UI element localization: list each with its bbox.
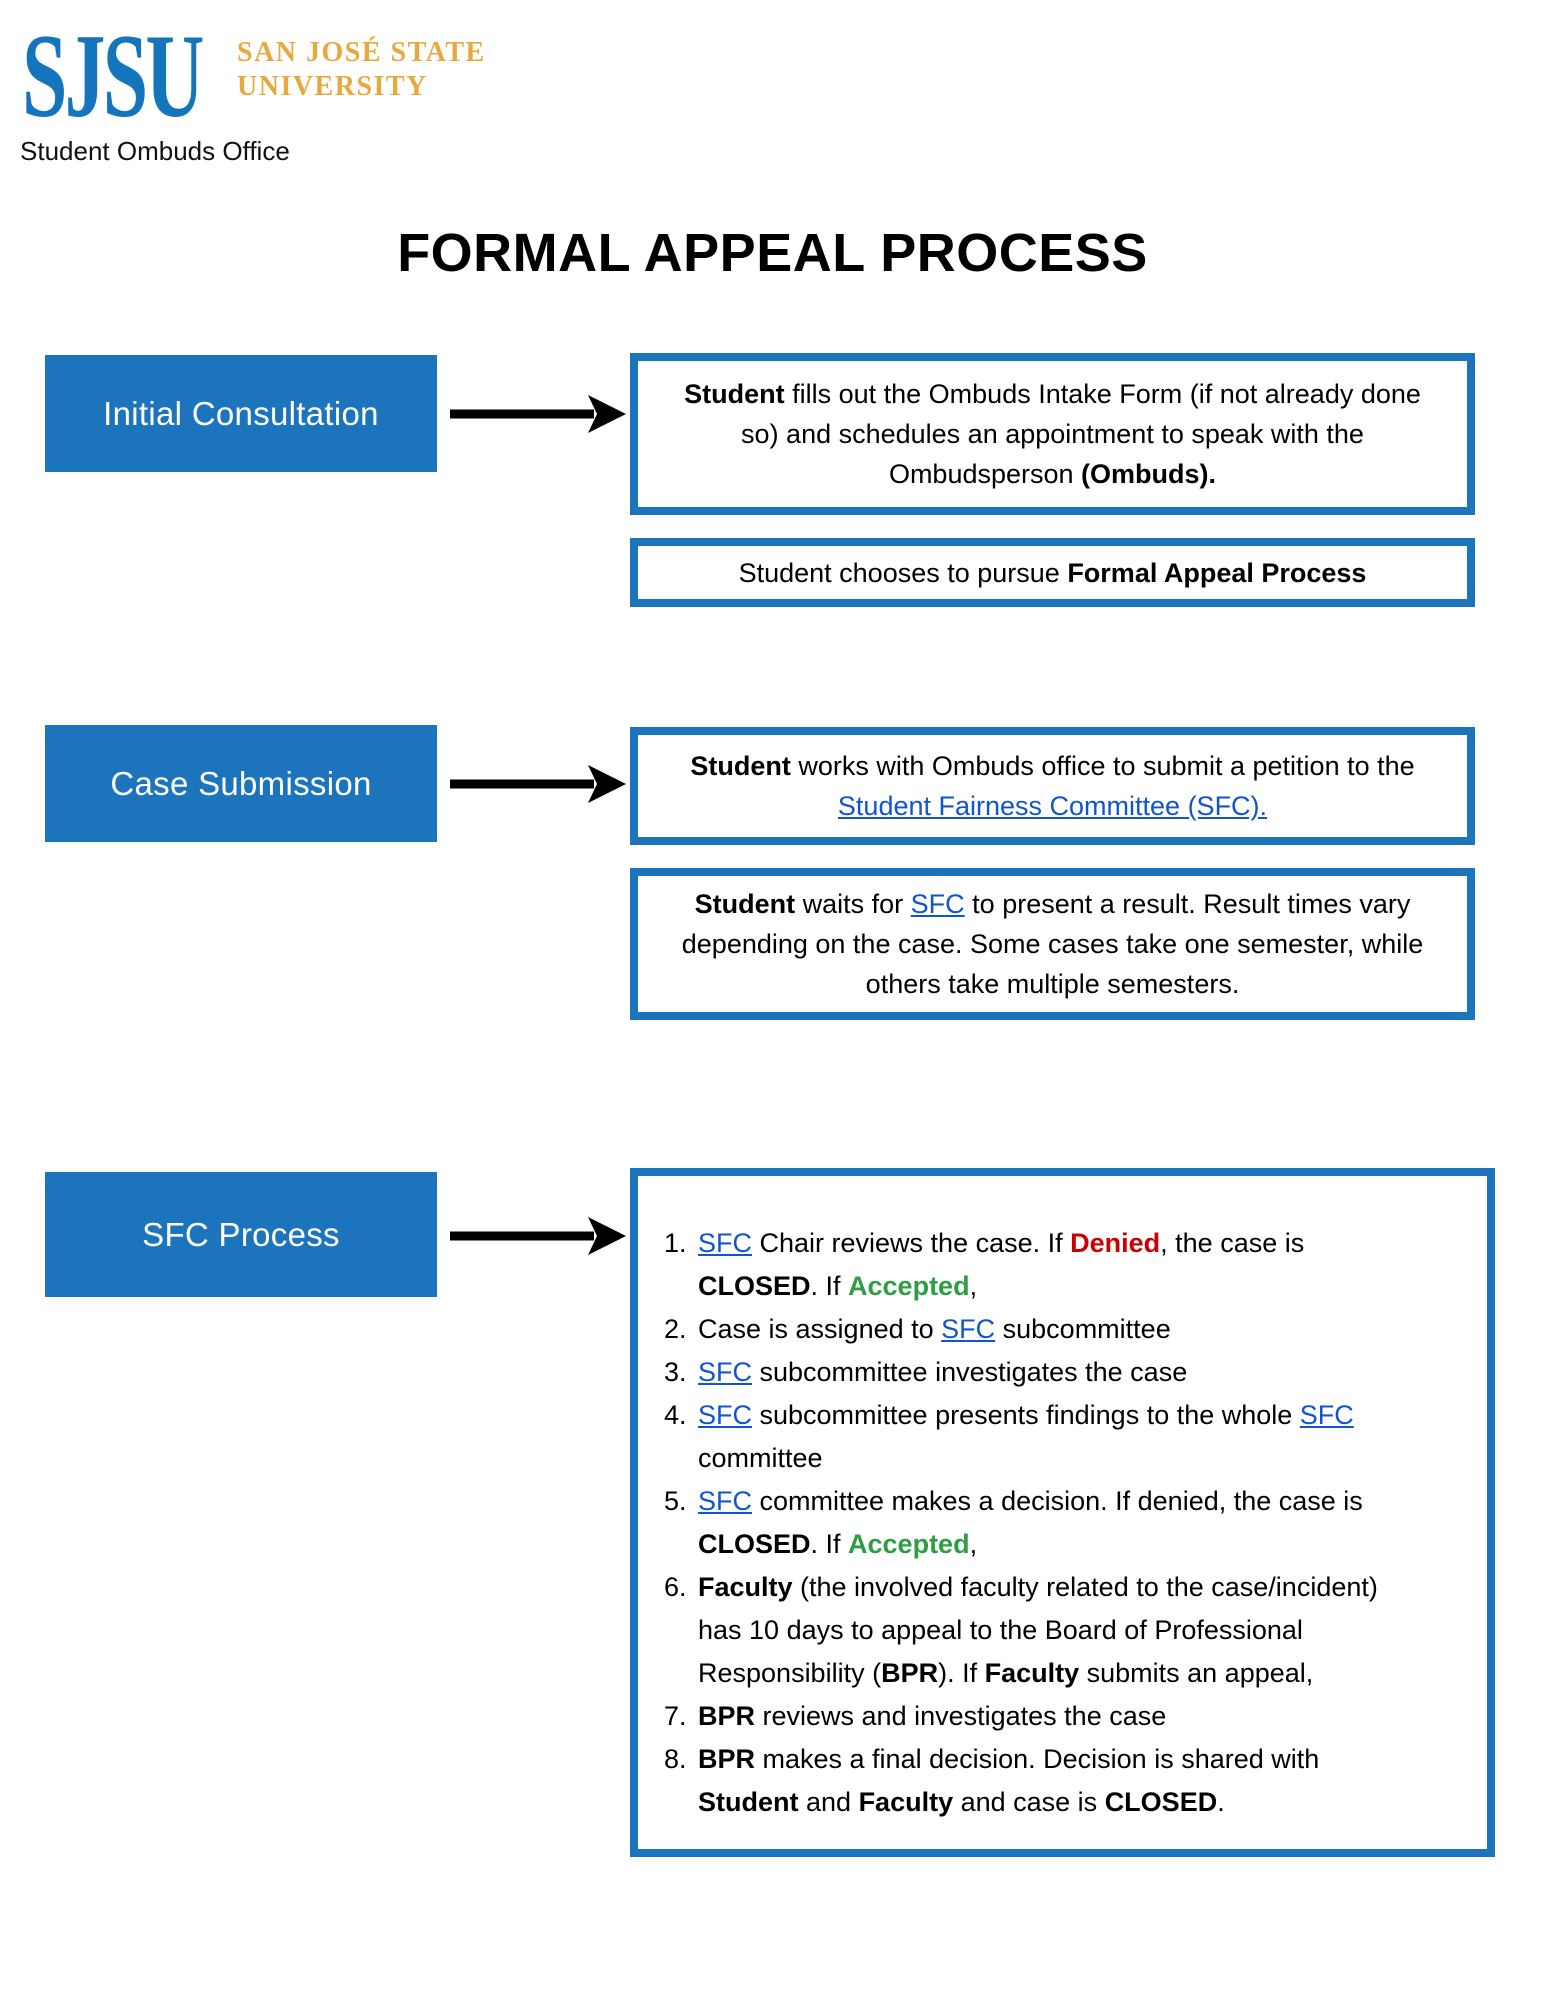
sfc-step-item — [694, 1738, 1469, 1824]
text-segment: . — [1217, 1787, 1225, 1817]
text-segment: Faculty — [984, 1658, 1080, 1688]
stage-initial-consultation — [45, 355, 437, 472]
text-segment: Chair reviews the case. If — [752, 1228, 1071, 1258]
text-segment: and — [798, 1787, 859, 1817]
arrow-icon — [448, 762, 628, 806]
text-segment: works with Ombuds office to submit a petition to the — [790, 751, 1415, 781]
sfc-step-item — [694, 1695, 1469, 1738]
sfc-step-item — [694, 1351, 1469, 1394]
stage-label: Case Submission — [110, 764, 372, 802]
sfc-step-item — [694, 1566, 1469, 1695]
text-segment: ). If — [938, 1658, 985, 1688]
text-segment: , the case is — [1160, 1228, 1305, 1258]
text-segment: subcommittee investigates the case — [752, 1357, 1188, 1387]
text-segment: BPR — [698, 1744, 756, 1774]
text-segment: Student — [684, 379, 785, 409]
sjsu-logo: SJSU — [22, 9, 202, 142]
sfc-link[interactable]: SFC — [698, 1400, 752, 1430]
sfc-step-item — [694, 1308, 1469, 1351]
text-segment: . If — [810, 1529, 849, 1559]
text-segment: Student — [694, 889, 796, 919]
text-segment: CLOSED — [698, 1529, 811, 1559]
text-segment: committee — [698, 1443, 823, 1473]
step-box-wait-result — [630, 868, 1475, 1020]
sfc-step-item — [694, 1480, 1469, 1566]
text-segment: committee makes a decision. If denied, the case is — [752, 1486, 1363, 1516]
sfc-step-item — [694, 1222, 1469, 1308]
text-segment: Formal Appeal Process — [1067, 557, 1367, 588]
text-segment: Case is assigned to — [698, 1314, 942, 1344]
stage-label: SFC Process — [142, 1215, 340, 1253]
step-text — [676, 746, 1428, 826]
step-text — [725, 553, 1381, 593]
text-segment: Accepted — [848, 1271, 970, 1301]
sjsu-logo-wordmark — [237, 36, 486, 104]
text-segment: BPR — [698, 1701, 756, 1731]
sfc-link[interactable]: SFC — [941, 1314, 996, 1344]
text-segment: reviews and investigates the case — [755, 1701, 1167, 1731]
sfc-link[interactable]: SFC — [698, 1486, 752, 1516]
sfc-link[interactable]: SFC — [910, 889, 965, 919]
sjsu-logo-line1: SAN JOSÉ STATE — [237, 37, 486, 68]
text-segment: BPR — [881, 1658, 939, 1688]
text-segment: Student — [698, 1787, 799, 1817]
step-text — [670, 374, 1435, 494]
text-segment: Faculty — [858, 1787, 954, 1817]
step-text — [668, 884, 1437, 1004]
text-segment: , — [969, 1529, 978, 1559]
stage-sfc-process — [45, 1172, 437, 1297]
step-box-submit-petition — [630, 727, 1475, 845]
text-segment: (the involved faculty related to the case/incident) — [792, 1572, 1378, 1602]
text-segment: depending on the case. Some cases take one semester, while — [681, 929, 1424, 959]
text-segment: Ombudsperson — [888, 459, 1082, 489]
step-box-sfc-steps — [630, 1168, 1495, 1857]
text-segment: fills out the Ombuds Intake Form (if not already done — [784, 379, 1421, 409]
sfc-link[interactable]: Student Fairness Committee (SFC). — [837, 791, 1268, 821]
text-segment: subcommittee — [995, 1314, 1171, 1344]
stage-label: Initial Consultation — [103, 394, 379, 432]
sfc-step-item — [694, 1394, 1469, 1480]
text-segment: (Ombuds). — [1081, 459, 1217, 489]
text-segment: Denied — [1070, 1228, 1161, 1258]
arrow-icon — [448, 392, 628, 436]
text-segment: , — [969, 1271, 978, 1301]
text-segment: makes a final decision. Decision is shared with — [755, 1744, 1320, 1774]
text-segment: submits an appeal, — [1079, 1658, 1314, 1688]
sjsu-logo-line2: UNIVERSITY — [237, 71, 428, 102]
text-segment: and case is — [953, 1787, 1105, 1817]
text-segment: to present a result. Result times vary — [964, 889, 1411, 919]
page-title: FORMAL APPEAL PROCESS — [397, 223, 1148, 283]
office-name: Student Ombuds Office — [20, 136, 290, 166]
text-segment: Responsibility ( — [698, 1658, 882, 1688]
text-segment: Faculty — [698, 1572, 793, 1602]
text-segment: so) and schedules an appointment to speak with the — [741, 419, 1364, 449]
text-segment: Student — [690, 751, 791, 781]
text-segment: has 10 days to appeal to the Board of Professional — [698, 1615, 1303, 1645]
sfc-link[interactable]: SFC — [1299, 1400, 1354, 1430]
arrow-icon — [448, 1214, 628, 1258]
text-segment: Accepted — [848, 1529, 970, 1559]
step-box-intake-form — [630, 353, 1475, 515]
sfc-link[interactable]: SFC — [698, 1228, 752, 1258]
text-segment: . If — [810, 1271, 849, 1301]
text-segment: others take multiple semesters. — [865, 969, 1240, 999]
text-segment: Student chooses to pursue — [738, 557, 1068, 588]
sfc-link[interactable]: SFC — [698, 1357, 752, 1387]
sfc-steps-list — [656, 1222, 1469, 1824]
text-segment: subcommittee presents findings to the whole — [752, 1400, 1300, 1430]
text-segment: CLOSED — [698, 1271, 811, 1301]
text-segment: CLOSED — [1104, 1787, 1218, 1817]
step-box-choose-formal-appeal — [630, 538, 1475, 607]
stage-case-submission — [45, 725, 437, 842]
text-segment: waits for — [795, 889, 911, 919]
